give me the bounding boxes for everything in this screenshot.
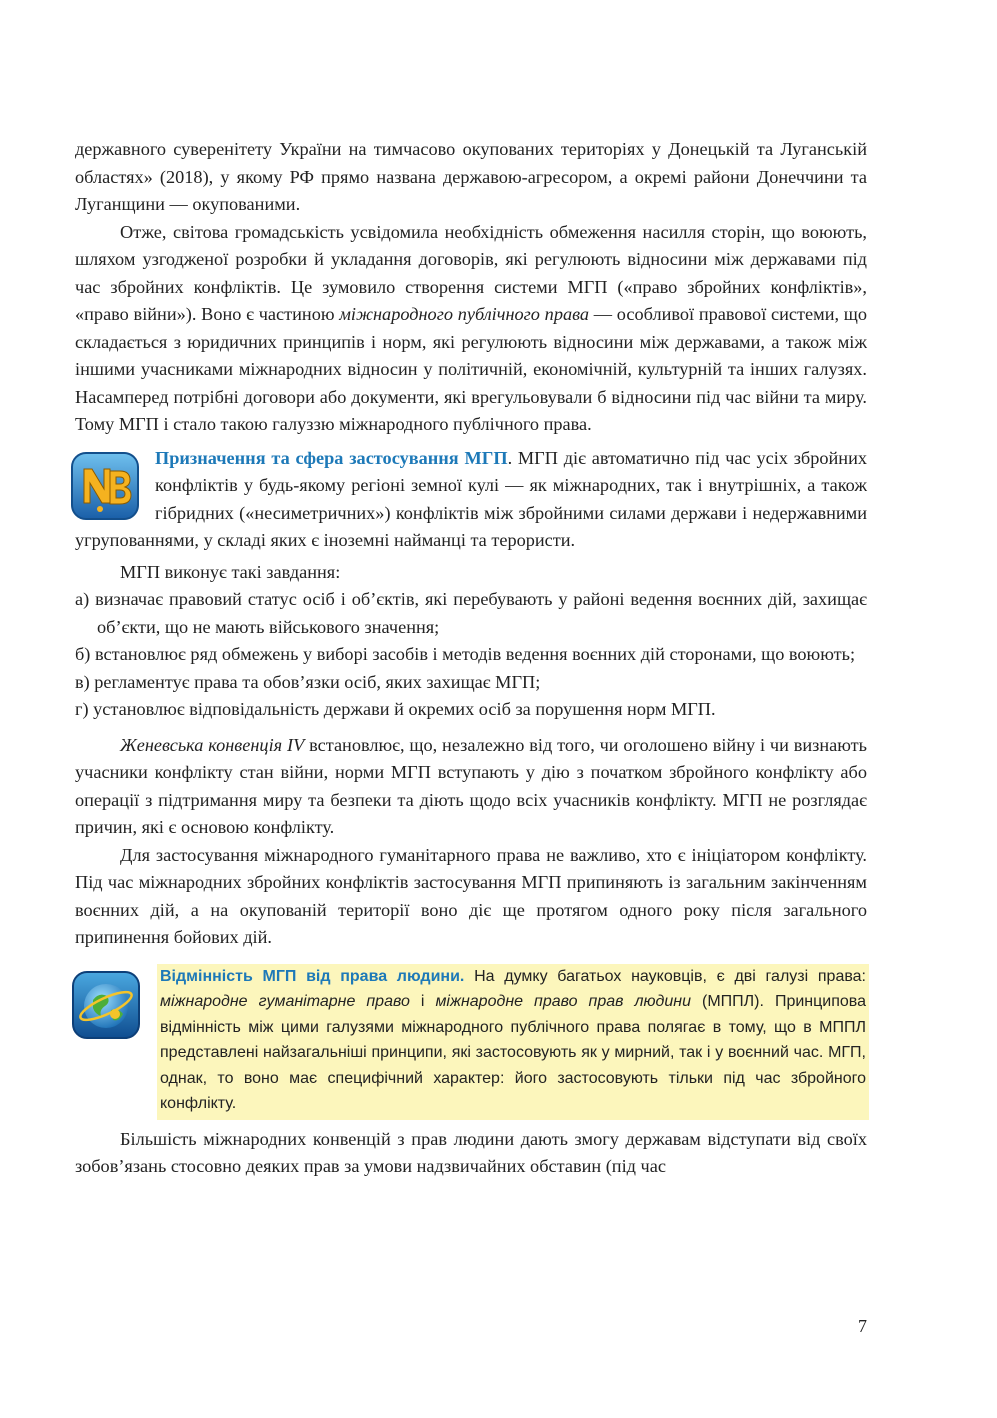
box-title: Відмінність МГП від права людини. xyxy=(160,967,465,985)
paragraph-2 xyxy=(75,219,867,439)
list-item: г) установлює відповідальність держави й окремих осіб за порушення норм МГП. xyxy=(75,699,716,719)
paragraph-2-text-b: — особливої правової системи, що складається з юридичних принципів і норм, які регулюють відносини між державами, а також між іншими учасниками міжнародних відносин у політичній, економічній, культурній та інших галузях. Насамперед потрібні договори або документи, які врегульовували б відносини під час війни та миру. Тому МГП і стало такою галуззю міжнародного публічного права. xyxy=(75,304,867,434)
box-text-1: На думку багатьох науковців, є дві галузі права: xyxy=(464,967,866,985)
geneva-emphasis: Женевська конвенція IV xyxy=(120,734,305,755)
list-item: а) визначає правовий статус осіб і об’єктів, які перебувають у районі ведення воєнних дій, захищає об’єкти, що не мають військового значення; xyxy=(75,589,867,637)
tasks-intro: МГП виконує такі завдання: xyxy=(120,561,341,582)
page-number: 7 xyxy=(858,1316,867,1336)
paragraph-apply: Для застосування міжнародного гуманітарного права не важливо, хто є ініціатором конфлікту. Під час міжнародних збройних конфліктів застосування МГП припиняють із загальним закінченням воєнних дій, а на окупованій території воно діє ще протягом одного року після загального припинення бойових дій. xyxy=(75,844,867,947)
page-body xyxy=(75,136,867,1181)
paragraph-2-emphasis: міжнародного публічного права xyxy=(339,304,590,324)
box-emphasis-2: міжнародне право прав людини xyxy=(435,993,691,1011)
list-item: в) регламентує права та обов’язки осіб, яких захищає МГП; xyxy=(75,671,541,692)
paragraph-geneva xyxy=(75,732,867,842)
globe-icon xyxy=(71,970,141,1040)
geneva-text: встановлює, що, незалежно від того, чи оголошено війну і чи визнають учасники конфлікту стан війни, норми МГП вступають у дію з початком збройного конфлікту або операції з підтримання миру та безпеки та діють щодо всіх учасників конфлікту. МГП не розглядає причин, які є основою конфлікту. xyxy=(75,734,867,837)
nb-icon xyxy=(70,451,140,521)
paragraph-1: державного суверенітету України на тимчасово окупованих територіях у Донецькій та Луганській областях» (2018), у якому РФ прямо названа державою-агресором, а окремі райони Донеччини та Луганщини — окупованими. xyxy=(75,139,867,214)
box-emphasis-1: міжнародне гуманітарне право xyxy=(160,993,410,1011)
nb-title: Призначення та сфера застосування МГП xyxy=(155,447,508,468)
highlight-box xyxy=(157,964,869,1121)
tasks-list xyxy=(75,586,867,724)
paragraph-last: Більшість міжнародних конвенцій з прав людини дають змогу державам відступати від своїх зобов’язань стосовно деяких прав за умови надзвичайних обставин (під час xyxy=(75,1128,867,1176)
list-item: б) встановлює ряд обмежень у виборі засобів і методів ведення воєнних дій сторонами, що воюють; xyxy=(75,644,856,664)
box-text-3: (МППЛ). Принципова відмінність між цими галузями міжнародного публічного права полягає в тому, що в МППЛ представлені найзагальніші принципи, які застосовують як у мирний, так і у воєнний час. МГП, однак, то воно має специфічний характер: його застосовують тільки під час збройного конфлікту. xyxy=(160,993,866,1113)
highlight-block xyxy=(75,964,867,1112)
nb-paragraph xyxy=(75,445,867,555)
nb-text: . МГП діє автоматично під час усіх збройних конфліктів у будь-якому регіоні земної кулі — як міжнародних, так і внутрішніх, а також гібридних («несиметричних») конфліктів між збройними силами держави і недержавними угрупованнями, у складі яких є іноземні найманці та терористи. xyxy=(75,447,867,550)
box-text-2: і xyxy=(409,993,436,1011)
paragraph-2-text-a: Отже, світова громадськість усвідомила необхідність обмеження насилля сторін, що воюють, шляхом узгодженої розробки й укладання договорів, які регулюють відносини між державами під час збройних конфліктів. Це зумовило створення системи МГП («право збройних конфліктів», «право війни»). Воно є частиною xyxy=(75,221,867,324)
nb-block xyxy=(75,445,867,555)
